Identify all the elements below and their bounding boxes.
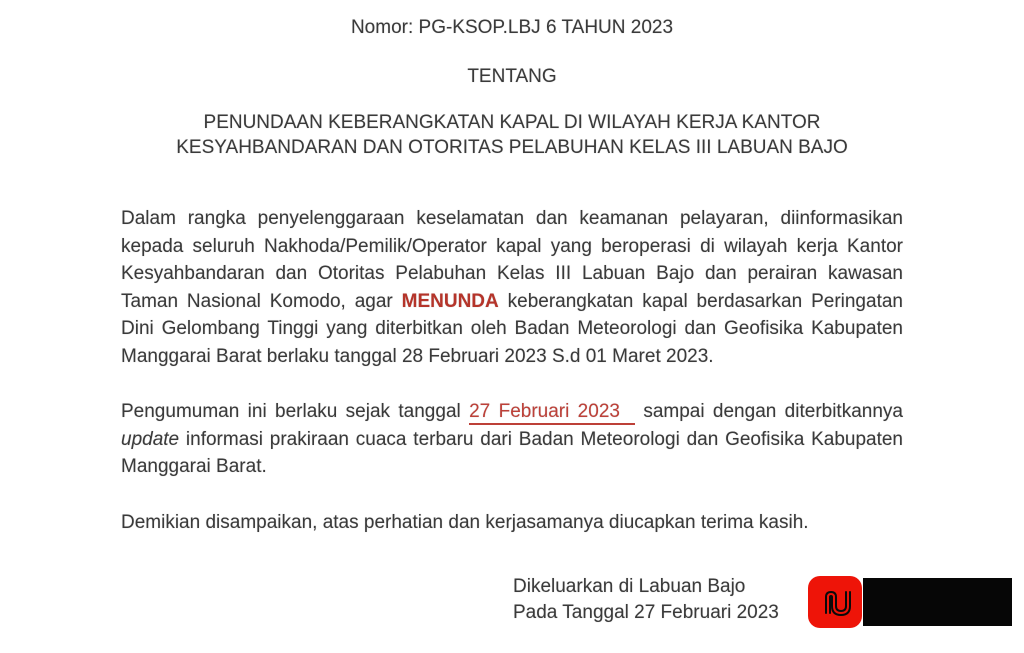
- paragraph-validity-text-mid: sampai dengan diterbitkannya: [634, 401, 903, 422]
- paragraph-validity-text-post: informasi prakiraan cuaca terbaru dari Badan Meteorologi dan Geofisika Kabupaten Manggarai Barat.: [121, 428, 903, 477]
- paragraph-validity-text-pre: Pengumuman ini berlaku sejak tanggal: [121, 401, 470, 422]
- issued-date-line: Pada Tanggal 27 Februari 2023: [513, 602, 779, 623]
- paragraph-opening-text-post: keberangkatan kapal berdasarkan Peringatan Dini Gelombang Tinggi yang diterbitkan oleh Badan Meteorologi dan Geofisika Kabupaten Manggarai Barat berlaku tanggal 28 Februari 2023 S.d 01 Maret 2023.: [121, 290, 903, 367]
- paragraph-closing: Demikian disampaikan, atas perhatian dan kerjasamanya diucapkan terima kasih.: [121, 511, 809, 533]
- watermark-logo: [808, 576, 1012, 628]
- n-monogram-icon: [808, 576, 862, 628]
- document-content: [121, 0, 903, 626]
- update-italic-word: update: [121, 428, 180, 450]
- document-title: [121, 110, 903, 160]
- watermark-text-bar: [863, 578, 1012, 626]
- issued-place-line: Dikeluarkan di Labuan Bajo: [513, 576, 746, 597]
- document-title-line2: KESYAHBANDARAN DAN OTORITAS PELABUHAN KELAS III LABUAN BAJO: [176, 137, 848, 158]
- paragraph-validity: [121, 398, 903, 481]
- menunda-emphasis: MENUNDA: [401, 290, 499, 312]
- about-label: TENTANG: [467, 66, 557, 87]
- paragraph-opening: [121, 205, 903, 370]
- effective-date-underlined: 27 Februari 2023: [469, 401, 635, 425]
- document-title-line1: PENUNDAAN KEBERANGKATAN KAPAL DI WILAYAH KERJA KANTOR: [203, 112, 821, 133]
- document-number: Nomor: PG-KSOP.LBJ 6 TAHUN 2023: [350, 17, 674, 38]
- paragraph-opening-text-pre: Dalam rangka penyelenggaraan keselamatan dan keamanan pelayaran, diinformasikan kepada seluruh Nakhoda/Pemilik/Operator kapal yang beroperasi di wilayah kerja Kantor Kesyahbandaran dan Otoritas Pelabuhan Kelas III Labuan Bajo dan perairan kawasan Taman Nasional Komodo, agar: [121, 208, 903, 312]
